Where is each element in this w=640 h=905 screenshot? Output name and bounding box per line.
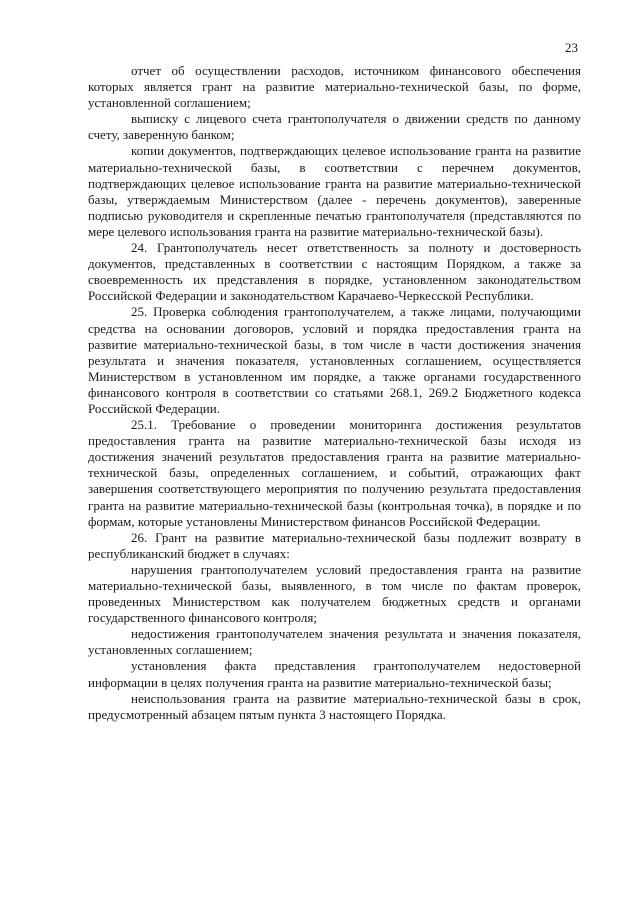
paragraph-document-copies: копии документов, подтверждающих целевое использование гранта на развитие материально-технической базы, в соответствии с перечнем документов, подтверждающих целевое использование гранта на развитие материально-технической базы, утверждаемым Министерством (далее - перечень документов), заверенные подписью руководителя и скрепленные печатью грантополучателя (представляются по мере целевого использования гранта на развитие материально-технической базы). bbox=[88, 143, 581, 239]
paragraph-clause-25-1: 25.1. Требование о проведении мониторинга достижения результатов предоставления гранта на развитие материально-технической базы исходя из достижения значений результатов предоставления гранта на развитие материально-технической базы, определенных соглашением, и событий, отражающих факт завершения соответствующего мероприятия по получению результата предоставления гранта на развитие материально-технической базы (контрольная точка), в порядке и по формам, которые установлены Министерством финансов Российской Федерации. bbox=[88, 417, 581, 529]
document-body bbox=[88, 63, 581, 723]
paragraph-clause-25: 25. Проверка соблюдения грантополучателем, а также лицами, получающими средства на основании договоров, условий и порядка предоставления гранта на развитие материально-технической базы, в том числе в части достижения значения результата и значения показателя, установленных соглашением, осуществляется Министерством в установленном им порядке, а также органами государственного финансового контроля в соответствии со статьями 268.1, 269.2 Бюджетного кодекса Российской Федерации. bbox=[88, 304, 581, 416]
paragraph-report: отчет об осуществлении расходов, источником финансового обеспечения которых является грант на развитие материально-технической базы, по форме, установленной соглашением; bbox=[88, 63, 581, 111]
paragraph-clause-24: 24. Грантополучатель несет ответственность за полноту и достоверность документов, представленных в соответствии с настоящим Порядком, а также за своевременность их представления в порядке, установленном законодательством Российской Федерации и законодательством Карачаево-Черкесской Республики. bbox=[88, 240, 581, 304]
paragraph-non-use-case: неиспользования гранта на развитие материально-технической базы в срок, предусмотренный абзацем пятым пункта 3 настоящего Порядка. bbox=[88, 690, 581, 722]
paragraph-account-statement: выписку с лицевого счета грантополучателя о движении средств по данному счету, заверенную банком; bbox=[88, 111, 581, 143]
paragraph-clause-26: 26. Грант на развитие материально-технической базы подлежит возврату в республиканский бюджет в случаях: bbox=[88, 529, 581, 561]
page-number: 23 bbox=[565, 40, 578, 55]
paragraph-false-information-case: установления факта представления грантополучателем недостоверной информации в целях получения гранта на развитие материально-технической базы; bbox=[88, 658, 581, 690]
paragraph-violation-case: нарушения грантополучателем условий предоставления гранта на развитие материально-технической базы, выявленного, в том числе по фактам проверок, проведенных Министерством как получателем бюджетных средств и органами государственного финансового контроля; bbox=[88, 561, 581, 626]
paragraph-non-achievement-case: недостижения грантополучателем значения результата и значения показателя, установленных соглашением; bbox=[88, 626, 581, 658]
